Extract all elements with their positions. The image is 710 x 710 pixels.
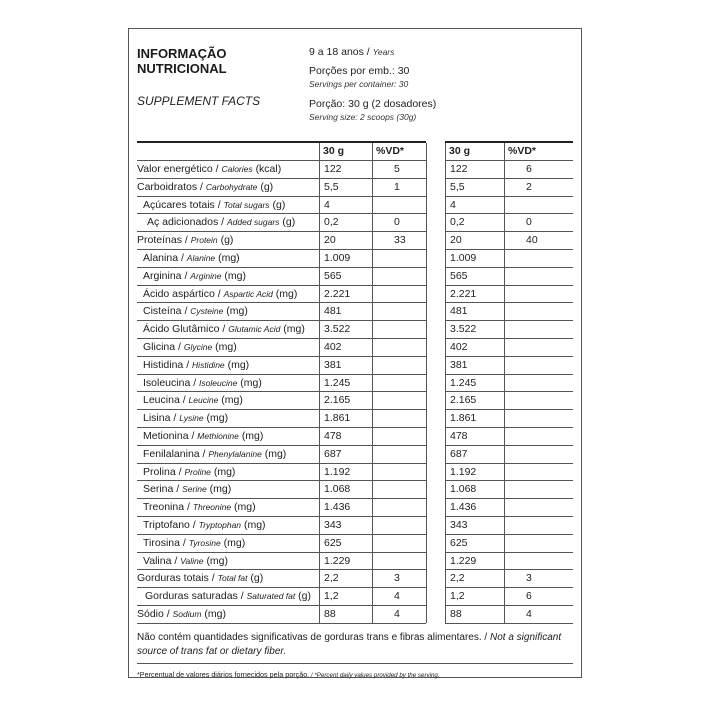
panel-subtitle: SUPPLEMENT FACTS xyxy=(137,94,261,108)
nutrient-label: Leucina / Leucine (mg) xyxy=(143,394,243,406)
amount-value: 1.436 xyxy=(324,501,351,513)
table-top-rule-right xyxy=(445,141,573,143)
nutrient-unit: (mg) xyxy=(224,270,246,282)
daily-value-footnote-en: *Percent daily values provided by the serving. xyxy=(314,671,440,679)
row-divider-right xyxy=(445,480,573,481)
dv-value: 5 xyxy=(394,163,400,175)
age-range xyxy=(309,46,436,60)
nutrient-name-pt: Metionina xyxy=(143,430,189,442)
row-divider xyxy=(137,516,426,517)
nutrient-name-en: Arginine xyxy=(190,271,222,281)
amount-value: 481 xyxy=(324,305,342,317)
nutrient-name-en: Carbohydrate xyxy=(205,182,258,192)
nutrient-label: Metionina / Methionine (mg) xyxy=(143,430,264,442)
dv-value: 4 xyxy=(394,608,400,620)
nutrient-name-pt: Aç adicionados xyxy=(147,216,219,228)
amount-value: 1.192 xyxy=(324,466,351,478)
dv-value-2: 0 xyxy=(526,216,532,228)
amount-value: 687 xyxy=(324,448,342,460)
amount-value: 1.245 xyxy=(324,377,351,389)
amount-value-2: 687 xyxy=(450,448,468,460)
row-divider xyxy=(137,160,426,161)
trans-fat-note xyxy=(137,631,577,659)
nutrient-name-en: Added sugars xyxy=(226,217,280,227)
row-divider-right xyxy=(445,552,573,553)
daily-value-footnote xyxy=(137,670,440,679)
nutrient-name-en: Calories xyxy=(221,164,253,174)
nutrient-label: Prolina / Proline (mg) xyxy=(143,466,236,478)
nutrient-name-en: Tryptophan xyxy=(198,520,242,530)
amount-value-2: 625 xyxy=(450,537,468,549)
servings-per-container-en: Servings per container: 30 xyxy=(309,79,409,89)
amount-value-2: 1.068 xyxy=(450,483,477,495)
servings-per-container-pt: Porções por emb.: 30 xyxy=(309,65,410,77)
nutrient-unit: (mg) xyxy=(275,288,298,300)
nutrient-name-pt: Valina xyxy=(143,555,172,567)
amount-value-2: 1.192 xyxy=(450,466,477,478)
nutrient-unit: (mg) xyxy=(206,412,229,424)
row-divider-right xyxy=(445,409,573,410)
nutrient-name-en: Leucine xyxy=(188,395,219,405)
amount-value-2: 3.522 xyxy=(450,323,477,335)
nutrient-unit: (mg) xyxy=(209,483,232,495)
row-divider-right xyxy=(445,356,573,357)
nutrient-unit: (g) xyxy=(282,216,296,228)
amount-value-2: 478 xyxy=(450,430,468,442)
amount-value-2: 343 xyxy=(450,519,468,531)
nutrient-unit: (mg) xyxy=(204,608,226,620)
row-divider xyxy=(137,498,426,499)
amount-value: 381 xyxy=(324,359,342,371)
amount-value: 2.221 xyxy=(324,288,351,300)
nutrient-label: Lisina / Lysine (mg) xyxy=(143,412,229,424)
row-divider-right xyxy=(445,427,573,428)
nutrient-unit: (mg) xyxy=(226,305,248,317)
row-divider-right xyxy=(445,587,573,588)
row-divider-right xyxy=(445,569,573,570)
nutrient-name-en: Aspartic Acid xyxy=(223,289,273,299)
nutrient-name-en: Histidine xyxy=(192,360,225,370)
row-divider xyxy=(137,391,426,392)
amount-value: 478 xyxy=(324,430,342,442)
nutrient-unit: (g) xyxy=(272,199,286,211)
dv-value: 3 xyxy=(394,572,400,584)
nutrient-label: Sódio / Sodium (mg) xyxy=(137,608,226,620)
age-range-en: Years xyxy=(372,47,395,57)
amount-value: 5,5 xyxy=(324,181,339,193)
nutrient-name-pt: Treonina xyxy=(143,501,185,513)
nutrient-name-pt: Serina xyxy=(143,483,174,495)
nutrient-name-en: Total fat xyxy=(217,573,248,583)
amount-value-2: 481 xyxy=(450,305,468,317)
amount-value-2: 2.165 xyxy=(450,394,477,406)
row-divider-right xyxy=(445,213,573,214)
nutrient-label: Ácido aspártico / Aspartic Acid (mg) xyxy=(143,288,298,300)
nutrient-label: Arginina / Arginine (mg) xyxy=(143,270,246,282)
amount-value-2: 1.229 xyxy=(450,555,477,567)
nutrient-unit: (g) xyxy=(250,572,264,584)
row-divider-right xyxy=(445,338,573,339)
col-dv-header: %VD* xyxy=(376,145,405,157)
age-range-pt: 9 a 18 anos xyxy=(309,46,364,58)
nutrient-name-pt: Alanina xyxy=(143,252,179,264)
row-divider xyxy=(137,178,426,179)
nutrient-name-pt: Açúcares totais xyxy=(143,199,215,211)
nutrient-unit: (mg) xyxy=(234,501,256,513)
nutrient-name-pt: Sódio xyxy=(137,608,164,620)
nutrient-name-pt: Triptofano xyxy=(143,519,190,531)
nutrient-name-en: Glutamic Acid xyxy=(228,324,281,334)
nutrient-label: Gorduras saturadas / Saturated fat (g) xyxy=(145,590,312,602)
nutrient-label: Cisteína / Cysteine (mg) xyxy=(143,305,248,317)
amount-value: 1.068 xyxy=(324,483,351,495)
nutrient-label: Valor energético / Calories (kcal) xyxy=(137,163,282,175)
row-divider xyxy=(137,285,426,286)
row-divider xyxy=(137,427,426,428)
row-divider xyxy=(137,445,426,446)
col-dv-header-2: %VD* xyxy=(508,145,537,157)
nutrient-label: Treonina / Threonine (mg) xyxy=(143,501,256,513)
row-divider xyxy=(137,302,426,303)
nutrient-name-en: Phenylalanine xyxy=(208,449,262,459)
amount-value-2: 381 xyxy=(450,359,468,371)
nutrient-name-pt: Isoleucina xyxy=(143,377,191,389)
amount-value: 88 xyxy=(324,608,336,620)
nutrient-name-en: Saturated fat xyxy=(246,591,296,601)
nutrient-name-pt: Ácido aspártico xyxy=(143,288,215,300)
nutrient-name-pt: Cisteína xyxy=(143,305,182,317)
nutrient-name-en: Alanine xyxy=(186,253,216,263)
serving-info xyxy=(309,46,436,126)
dv-value: 33 xyxy=(394,234,406,246)
amount-value-2: 5,5 xyxy=(450,181,465,193)
nutrient-label: Tirosina / Tyrosine (mg) xyxy=(143,537,246,549)
trans-fat-note-pt: Não contém quantidades significativas de gorduras trans e fibras alimentares. xyxy=(137,631,482,643)
nutrient-label: Carboidratos / Carbohydrate (g) xyxy=(137,181,274,193)
amount-value-2: 2.221 xyxy=(450,288,477,300)
row-divider-right xyxy=(445,605,573,606)
row-divider xyxy=(137,213,426,214)
nutrient-label: Isoleucina / Isoleucine (mg) xyxy=(143,377,262,389)
serving-size-en: Serving size: 2 scoops (30g) xyxy=(309,112,417,122)
column-divider xyxy=(372,143,373,623)
nutrient-label: Serina / Serine (mg) xyxy=(143,483,232,495)
amount-value: 122 xyxy=(324,163,342,175)
nutrient-name-en: Cysteine xyxy=(190,306,224,316)
amount-value-2: 1.009 xyxy=(450,252,477,264)
amount-value: 2,2 xyxy=(324,572,339,584)
amount-value-2: 1.861 xyxy=(450,412,477,424)
row-divider-right xyxy=(445,498,573,499)
nutrient-name-en: Serine xyxy=(182,484,207,494)
amount-value: 1.009 xyxy=(324,252,351,264)
nutrient-name-pt: Gorduras saturadas xyxy=(145,590,238,602)
row-divider xyxy=(137,463,426,464)
row-divider-right xyxy=(445,534,573,535)
amount-value-2: 20 xyxy=(450,234,462,246)
amount-value: 4 xyxy=(324,199,330,211)
row-divider-right xyxy=(445,267,573,268)
nutrient-name-pt: Ácido Glutâmico xyxy=(143,323,220,335)
row-divider-right xyxy=(445,160,573,161)
nutrient-unit: (mg) xyxy=(218,252,240,264)
nutrition-facts-panel xyxy=(128,28,582,678)
amount-value: 0,2 xyxy=(324,216,339,228)
nutrient-name-en: Valine xyxy=(180,556,204,566)
age-range-separator: / xyxy=(363,46,373,58)
amount-value: 625 xyxy=(324,537,342,549)
nutrient-unit: (kcal) xyxy=(255,163,282,175)
amount-value: 565 xyxy=(324,270,342,282)
nutrient-label: Açúcares totais / Total sugars (g) xyxy=(143,199,286,211)
row-divider xyxy=(137,552,426,553)
serving-size-pt: Porção: 30 g (2 dosadores) xyxy=(309,98,437,110)
row-divider-right xyxy=(445,249,573,250)
nutrient-name-pt: Fenilalanina xyxy=(143,448,200,460)
nutrient-label: Proteínas / Protein (g) xyxy=(137,234,234,246)
nutrient-label: Glicina / Glycine (mg) xyxy=(143,341,237,353)
row-divider xyxy=(137,569,426,570)
row-divider-right xyxy=(445,374,573,375)
nutrient-label: Gorduras totais / Total fat (g) xyxy=(137,572,264,584)
amount-value-2: 4 xyxy=(450,199,456,211)
amount-value-2: 1.245 xyxy=(450,377,477,389)
amount-value-2: 2,2 xyxy=(450,572,465,584)
row-divider xyxy=(137,338,426,339)
col-amount-header: 30 g xyxy=(323,145,345,157)
nutrient-name-pt: Arginina xyxy=(143,270,182,282)
column-divider xyxy=(445,143,446,623)
row-divider-right xyxy=(445,178,573,179)
trans-fat-note-en: Not a significant source of trans fat or dietary fiber. xyxy=(137,631,562,657)
column-divider xyxy=(426,143,427,623)
nutrient-label: Aç adicionados / Added sugars (g) xyxy=(147,216,296,228)
amount-value-2: 1.436 xyxy=(450,501,477,513)
nutrient-name-pt: Leucina xyxy=(143,394,180,406)
amount-value-2: 0,2 xyxy=(450,216,465,228)
nutrient-unit: (g) xyxy=(298,590,312,602)
dv-value: 1 xyxy=(394,181,400,193)
dv-value-2: 4 xyxy=(526,608,532,620)
dv-value-2: 40 xyxy=(526,234,538,246)
nutrient-name-pt: Valor energético xyxy=(137,163,213,175)
row-divider xyxy=(137,356,426,357)
amount-value-2: 565 xyxy=(450,270,468,282)
daily-value-footnote-pt: *Percentual de valores diários fornecidos pela porção. xyxy=(137,669,310,679)
nutrient-name-en: Isoleucine xyxy=(199,378,238,388)
nutrient-name-en: Methionine xyxy=(197,431,239,441)
nutrient-name-en: Proline xyxy=(184,467,211,477)
nutrient-label: Fenilalanina / Phenylalanine (mg) xyxy=(143,448,287,460)
nutrient-unit: (mg) xyxy=(221,394,243,406)
nutrient-name-en: Threonine xyxy=(192,502,232,512)
footer-divider xyxy=(137,663,573,664)
amount-value-2: 122 xyxy=(450,163,468,175)
row-divider xyxy=(137,409,426,410)
row-divider-right xyxy=(445,320,573,321)
nutrient-name-en: Protein xyxy=(190,235,218,245)
amount-value: 1,2 xyxy=(324,590,339,602)
nutrient-unit: (mg) xyxy=(241,430,264,442)
amount-value: 3.522 xyxy=(324,323,351,335)
nutrient-name-pt: Tirosina xyxy=(143,537,180,549)
nutrient-name-en: Tyrosine xyxy=(188,538,221,548)
nutrient-label: Ácido Glutâmico / Glutamic Acid (mg) xyxy=(143,323,305,335)
row-divider xyxy=(137,480,426,481)
nutrient-name-en: Lysine xyxy=(179,413,204,423)
table-top-rule xyxy=(137,141,426,143)
nutrient-name-pt: Histidina xyxy=(143,359,184,371)
row-divider xyxy=(137,320,426,321)
col-amount-header-2: 30 g xyxy=(449,145,471,157)
row-divider-right xyxy=(445,231,573,232)
trans-fat-note-separator: / xyxy=(481,631,490,643)
nutrient-name-pt: Glicina xyxy=(143,341,176,353)
amount-value: 402 xyxy=(324,341,342,353)
dv-value: 4 xyxy=(394,590,400,602)
row-divider-right xyxy=(445,463,573,464)
row-divider xyxy=(137,623,426,624)
amount-value-2: 1,2 xyxy=(450,590,465,602)
row-divider xyxy=(137,267,426,268)
amount-value: 1.229 xyxy=(324,555,351,567)
row-divider-right xyxy=(445,623,573,624)
nutrient-name-en: Sodium xyxy=(172,609,202,619)
nutrient-unit: (mg) xyxy=(206,555,229,567)
nutrient-label: Alanina / Alanine (mg) xyxy=(143,252,240,264)
amount-value: 20 xyxy=(324,234,336,246)
row-divider xyxy=(137,605,426,606)
title-line-1: INFORMAÇÃO xyxy=(137,46,227,61)
dv-value-2: 3 xyxy=(526,572,532,584)
nutrient-unit: (mg) xyxy=(243,519,266,531)
nutrient-name-pt: Prolina xyxy=(143,466,176,478)
amount-value: 2.165 xyxy=(324,394,351,406)
daily-value-footnote-separator: / xyxy=(309,671,315,679)
row-divider xyxy=(137,374,426,375)
nutrient-name-pt: Carboidratos xyxy=(137,181,198,193)
nutrient-unit: (mg) xyxy=(227,359,250,371)
nutrient-unit: (mg) xyxy=(213,466,236,478)
row-divider xyxy=(137,196,426,197)
nutrient-label: Triptofano / Tryptophan (mg) xyxy=(143,519,266,531)
nutrient-name-pt: Proteínas xyxy=(137,234,182,246)
dv-value-2: 2 xyxy=(526,181,532,193)
row-divider-right xyxy=(445,445,573,446)
title-line-2: NUTRICIONAL xyxy=(137,61,227,76)
nutrient-unit: (mg) xyxy=(283,323,305,335)
row-divider xyxy=(137,231,426,232)
nutrient-name-pt: Gorduras totais xyxy=(137,572,209,584)
row-divider-right xyxy=(445,285,573,286)
row-divider xyxy=(137,249,426,250)
nutrient-unit: (mg) xyxy=(223,537,246,549)
dv-value-2: 6 xyxy=(526,590,532,602)
row-divider-right xyxy=(445,516,573,517)
dv-value: 0 xyxy=(394,216,400,228)
column-divider xyxy=(319,143,320,623)
nutrient-unit: (g) xyxy=(220,234,234,246)
amount-value: 1.861 xyxy=(324,412,351,424)
nutrient-unit: (mg) xyxy=(264,448,287,460)
panel-title xyxy=(137,46,227,76)
amount-value: 343 xyxy=(324,519,342,531)
nutrient-unit: (mg) xyxy=(215,341,237,353)
row-divider xyxy=(137,587,426,588)
nutrient-unit: (mg) xyxy=(240,377,262,389)
amount-value-2: 88 xyxy=(450,608,462,620)
row-divider-right xyxy=(445,302,573,303)
row-divider-right xyxy=(445,391,573,392)
row-divider-right xyxy=(445,196,573,197)
nutrient-label: Valina / Valine (mg) xyxy=(143,555,229,567)
nutrient-label: Histidina / Histidine (mg) xyxy=(143,359,250,371)
row-divider xyxy=(137,534,426,535)
nutrient-name-pt: Lisina xyxy=(143,412,171,424)
dv-value-2: 6 xyxy=(526,163,532,175)
nutrient-unit: (g) xyxy=(260,181,274,193)
nutrient-name-en: Glycine xyxy=(183,342,213,352)
column-divider xyxy=(504,143,505,623)
nutrient-name-en: Total sugars xyxy=(223,200,270,210)
amount-value-2: 402 xyxy=(450,341,468,353)
